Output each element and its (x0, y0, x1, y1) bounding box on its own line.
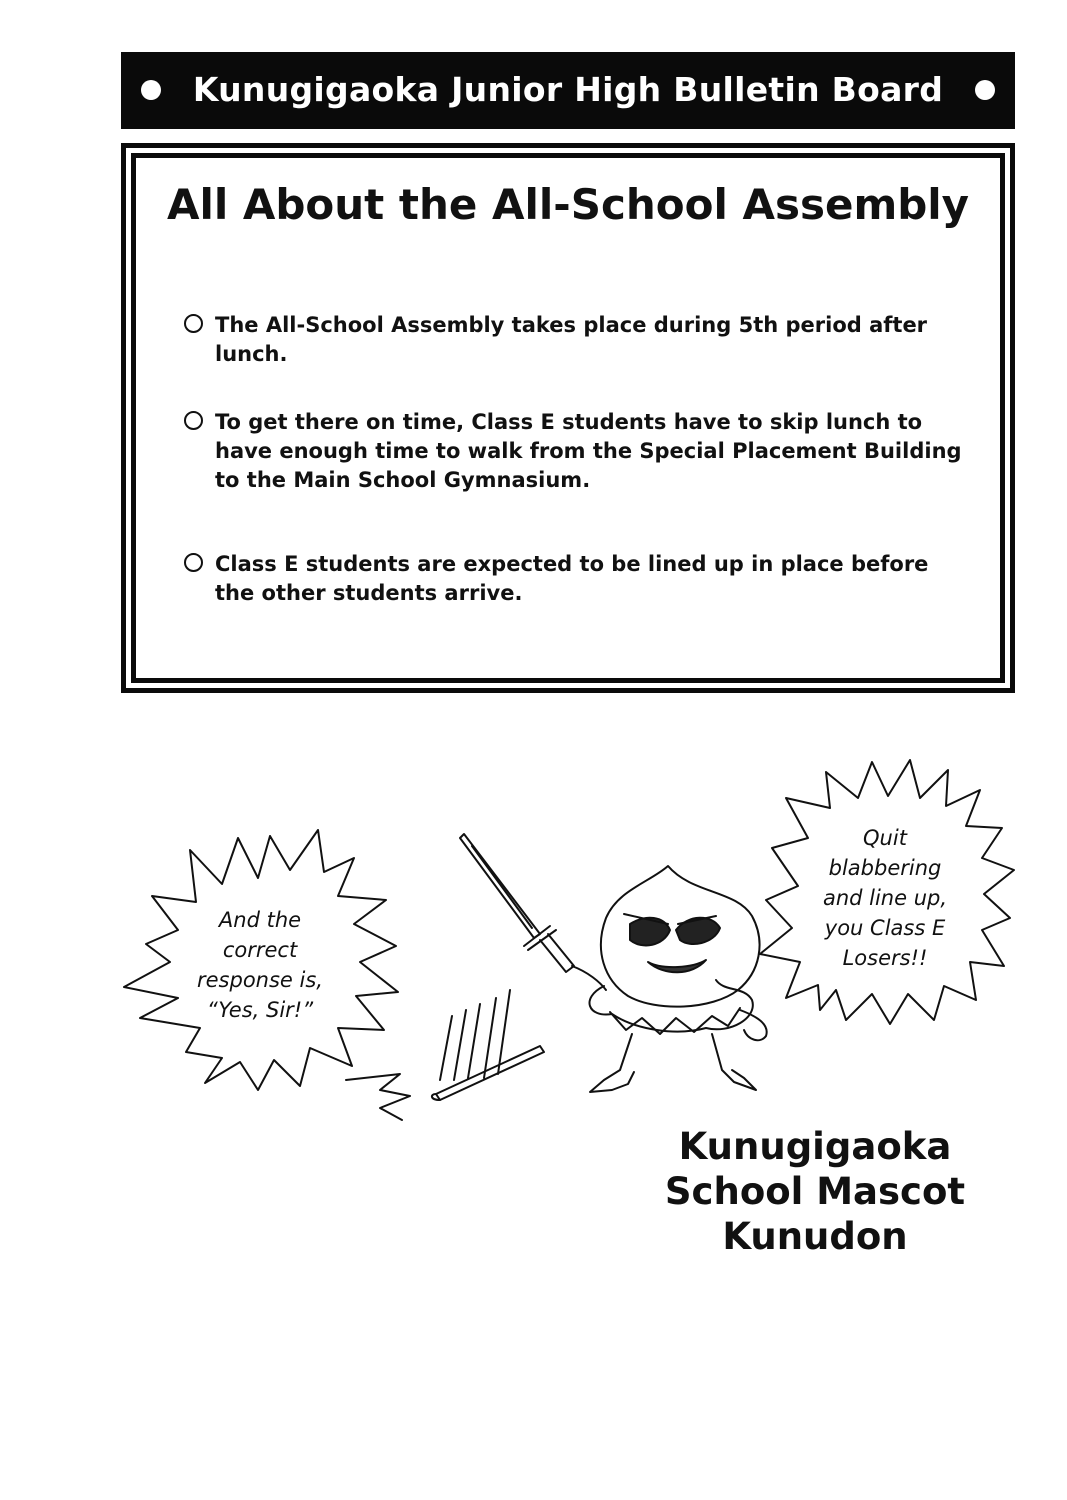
falling-pen-drawing (346, 990, 544, 1120)
notice-frame (121, 143, 1015, 693)
caption-line: School Mascot (664, 1170, 966, 1213)
caption-line: Kunudon (722, 1215, 908, 1258)
notice-item-text: To get there on time, Class E students have to skip lunch to have enough time to walk from the Special Placement Building to the Main School Gymnasium. (215, 410, 962, 492)
circle-bullet-icon (184, 411, 203, 430)
left-bubble-text (180, 905, 340, 1025)
bulletin-title: Kunugigaoka Junior High Bulletin Board (192, 70, 944, 109)
right-bubble-line: Quit (863, 826, 907, 850)
notice-inner-frame (131, 153, 1005, 683)
left-bubble-line: correct (222, 938, 298, 962)
right-bubble-line: and line up, (822, 886, 948, 910)
notice-item (184, 550, 974, 608)
bullet-dot-icon (975, 80, 995, 100)
notice-item (184, 408, 974, 495)
right-bubble-line: Losers!! (842, 946, 928, 970)
left-bubble-line: response is, (197, 968, 323, 992)
right-bubble-line: blabbering (828, 856, 942, 880)
notice-item (184, 311, 974, 369)
left-bubble-line: And the (218, 908, 302, 932)
notice-item-text: The All-School Assembly takes place during 5th period after lunch. (215, 313, 928, 366)
mascot-caption (640, 1124, 990, 1259)
right-bubble-line: you Class E (824, 916, 946, 940)
notice-title: All About the All-School Assembly (166, 180, 970, 229)
circle-bullet-icon (184, 314, 203, 333)
notice-item-text: Class E students are expected to be lined up in place before the other students arrive. (215, 552, 929, 605)
caption-line: Kunugigaoka (678, 1125, 952, 1168)
mascot-kunudon (572, 866, 767, 1092)
left-bubble-line: “Yes, Sir!” (206, 998, 314, 1022)
right-bubble-text (800, 823, 970, 973)
circle-bullet-icon (184, 553, 203, 572)
sword-drawing (460, 834, 574, 972)
bulletin-header (121, 52, 1015, 129)
